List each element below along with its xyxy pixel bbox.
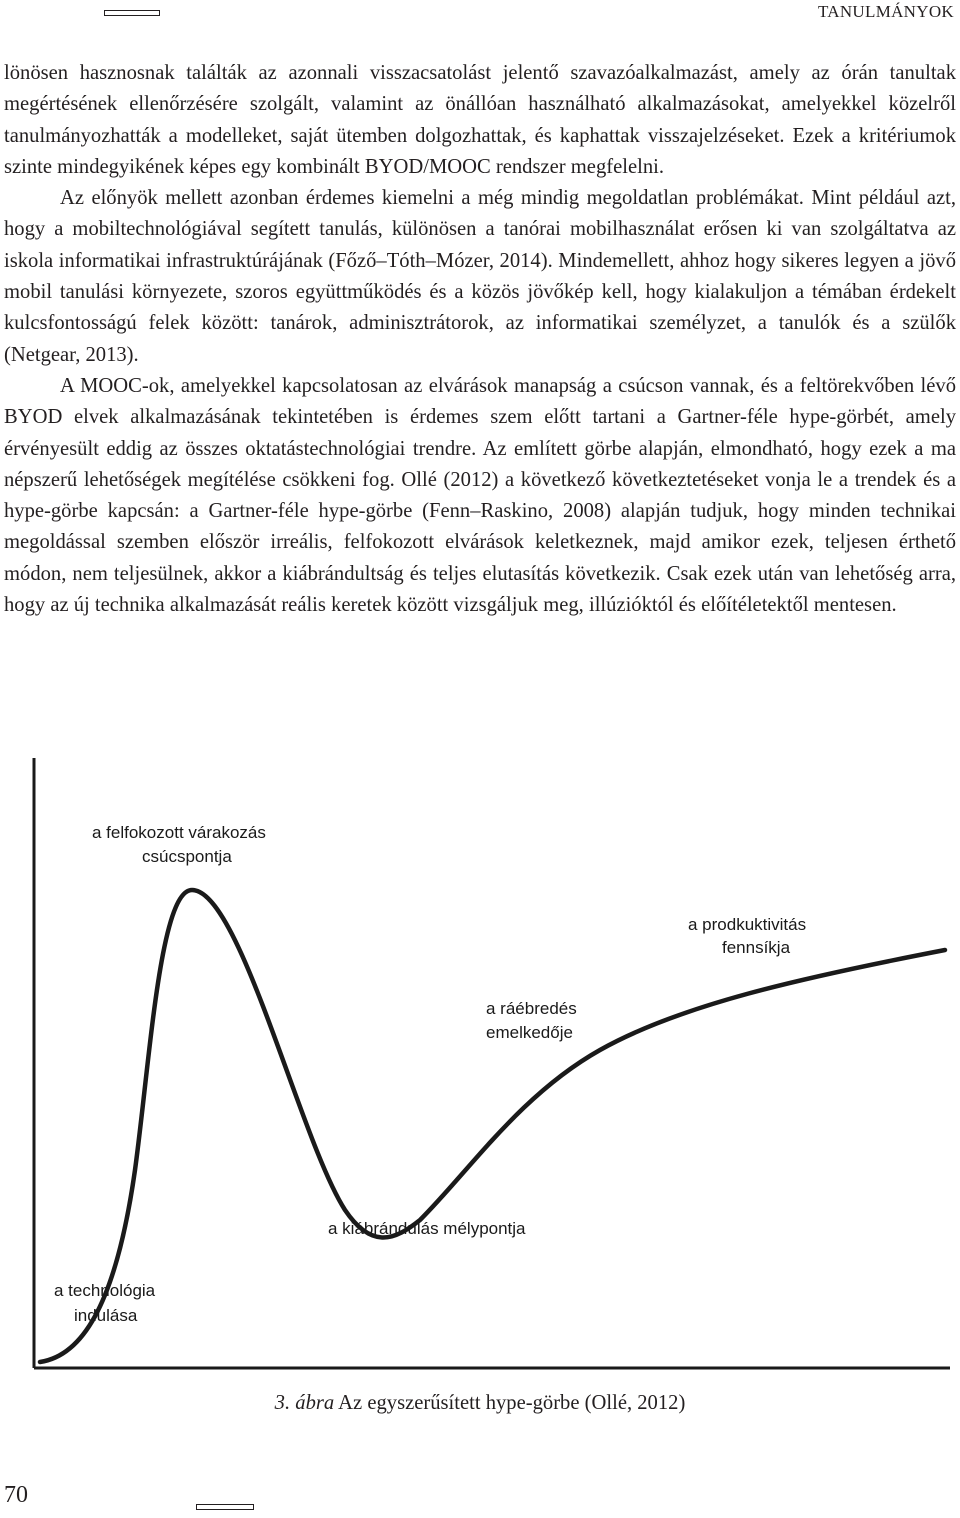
- hype-curve-chart: [0, 750, 960, 1390]
- label-trigger-line1: a technológia: [54, 1281, 156, 1300]
- page-number: 70: [4, 1482, 28, 1508]
- label-plateau-line2: fennsíkja: [722, 938, 791, 957]
- label-trigger-line2: indulása: [74, 1306, 138, 1325]
- body-text: [4, 58, 956, 621]
- hype-curve-figure: [0, 750, 960, 1390]
- paragraph-1: lönösen hasznosnak találták az azonnali visszacsatolást jelentő szavazóalkalmazást, amely az órán tanultak megértésének ellenőrzésére szolgált, valamint az önállóan használható alkalmazásokat, amelyekkel közelről tanulmányozhatták a modelleket, saját ütemben dolgozhattak, és kaphattak visszajelzéseket. Ezek a kritériumok szinte mindegyikének képes egy kombinált BYOD/MOOC rendszer megfelelni.: [4, 62, 956, 178]
- figure-caption: [0, 1392, 960, 1415]
- paragraph-2: Az előnyök mellett azonban érdemes kiemelni a még mindig megoldatlan problémákat. Mint például azt, hogy a mobiltechnológiával segített tanulás, különösen a tanórai mobilhasználat erősen ki van szolgáltatva az iskola informatikai infrastruktúrájának (Főző–Tóth–Mózer, 2014). Mindemellett, ahhoz hogy sikeres legyen a jövő mobil tanulási környezete, szoros együttműködés és a közös jövőkép kell, hogy kialakuljon a témában érdekelt kulcsfontosságú felek között: tanárok, adminisztrátorok, az informatikai személyzet, a tanulók és a szülők (Netgear, 2013).: [4, 187, 956, 366]
- label-slope-line2: emelkedője: [486, 1023, 573, 1042]
- paragraph-3: A MOOC-ok, amelyekkel kapcsolatosan az elvárások manapság a csúcson vannak, és a feltörekvőben lévő BYOD elvek alkalmazásának tekintetében is érdemes szem előtt tartani a Gartner-féle hype-görbét, amely érvényesült eddig az összes oktatástechnológiai trendre. Az említett görbe alapján, elmondható, hogy ezek a ma népszerű lehetőségek megítélése csökkeni fog. Ollé (2012) a következő következtetéseket vonja le a trendek és a hype-görbe kapcsán: a Gartner-féle hype-görbe (Fenn–Raskino, 2008) alapján tudjuk, hogy minden technikai megoldással szemben először irreális, felfokozott elvárások keletkeznek, majd amikor ezek, teljesen érthető módon, nem teljesülnek, akkor a kiábrándultság és teljes elutasítás következik. Csak ezek után van lehetőség arra, hogy az új technika alkalmazását reális keretek között vizsgáljuk meg, illúzióktól és előítéletektől mentesen.: [4, 374, 956, 617]
- footer-rule: [196, 1504, 254, 1510]
- label-peak-line2: csúcspontja: [142, 847, 232, 866]
- label-plateau-line1: a prodkuktivitás: [688, 915, 807, 934]
- label-trough: a kiábrándulás mélypontja: [328, 1219, 526, 1238]
- caption-number: 3. ábra: [274, 1392, 335, 1414]
- running-header: TANULMÁNYOK: [817, 2, 954, 21]
- caption-text: Az egyszerűsített hype-görbe (Ollé, 2012): [334, 1392, 686, 1414]
- label-peak-line1: a felfokozott várakozás: [92, 823, 266, 842]
- header-rule: [104, 10, 160, 16]
- label-slope-line1: a ráébredés: [486, 999, 577, 1018]
- hype-curve: [40, 890, 945, 1362]
